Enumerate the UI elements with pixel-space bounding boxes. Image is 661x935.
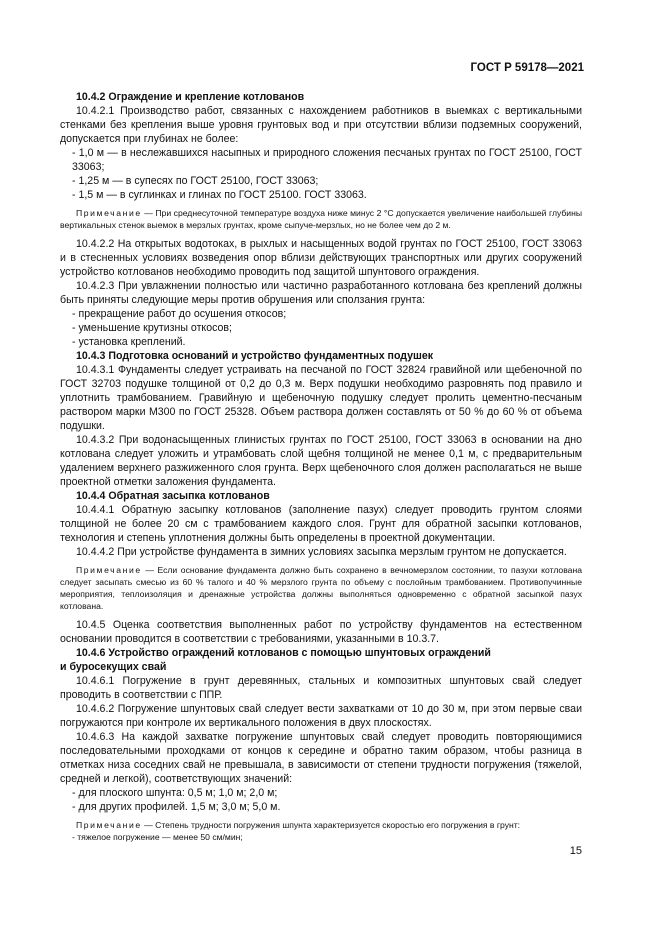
note-10-4-4 xyxy=(60,564,582,612)
heading-10-4-6-cont: и буросекущих свай xyxy=(60,661,167,673)
note-label: Примечание xyxy=(76,565,142,575)
note-text: — Степень трудности погружения шпунта характеризуется скоростью его погружения в грунт: xyxy=(141,820,521,830)
note-label: Примечание xyxy=(76,820,142,830)
list-item: - 1,0 м — в неслежавшихся насыпных и природного сложения песчаных грунтах по ГОСТ 25100, ГОСТ 33063; xyxy=(72,147,582,173)
note-text: — Если основание фундамента должно быть сохранено в вечномерзлом состоянии, то пазухи котлована следует засыпать смесью из 60 % талого и 40 % мерзлого грунта по объему с послойным трамбованием. Противопучинные мероприятия, теплоизоляция и дренажные устройства должны выполняться одновременно с обратной засыпкой пазух котлована. xyxy=(60,565,582,611)
list-item: - 1,5 м — в суглинках и глинах по ГОСТ 25100. ГОСТ 33063. xyxy=(72,189,367,201)
heading-10-4-4: 10.4.4 Обратная засыпка котлованов xyxy=(76,490,270,502)
list-item: - прекращение работ до осушения откосов; xyxy=(72,308,287,320)
page-number: 15 xyxy=(569,845,582,857)
list-item: - уменьшение крутизны откосов; xyxy=(72,322,232,334)
list-item: - для других профилей. 1,5 м; 3,0 м; 5,0 м. xyxy=(72,801,281,813)
paragraph-10-4-5: 10.4.5 Оценка соответствия выполненных работ по устройству фундаментов на естественном основании проводится в соответствии с требованиями, указанными в 10.3.7. xyxy=(60,619,582,645)
heading-10-4-3: 10.4.3 Подготовка оснований и устройство фундаментных подушек xyxy=(76,350,434,362)
paragraph-10-4-3-1: 10.4.3.1 Фундаменты следует устраивать на песчаной по ГОСТ 32824 гравийной или щебеночной по ГОСТ 32703 подушке толщиной от 0,2 до 0,3 м. Верх подушки необходимо разровнять под правило и уплотнить трамбованием. Гравийную и щебеночную подушку следует пролить цементно-песчаным раствором марки М300 по ГОСТ 25328. Объем раствора должен составлять от 50 % до 60 % от объема подушки. xyxy=(60,364,582,432)
page-content xyxy=(60,90,582,843)
paragraph-10-4-4-1: 10.4.4.1 Обратную засыпку котлованов (заполнение пазух) следует проводить грунтом слоями толщиной не более 20 см с трамбованием каждого слоя. Грунт для обратной засыпки котлованов, технология и степень уплотнения должны быть определены в проектной документации. xyxy=(60,504,582,544)
note-list-item: - тяжелое погружение — менее 50 см/мин; xyxy=(72,832,243,842)
paragraph-10-4-4-2: 10.4.4.2 При устройстве фундамента в зимних условиях засыпка мерзлым грунтом не допускается. xyxy=(76,546,567,558)
note-label: Примечание xyxy=(76,208,142,218)
heading-10-4-6: 10.4.6 Устройство ограждений котлованов с помощью шпунтовых ограждений xyxy=(76,647,491,659)
heading-10-4-2: 10.4.2 Ограждение и крепление котлованов xyxy=(76,91,305,103)
list-item: - установка креплений. xyxy=(72,336,186,348)
paragraph-10-4-6-2: 10.4.6.2 Погружение шпунтовых свай следует вести захватками от 10 до 30 м, при этом первые сваи погружаются при контроле их вертикального положения в двух плоскостях. xyxy=(60,703,582,729)
note-text: — При среднесуточной температуре воздуха ниже минус 2 °С допускается увеличение наибольшей глубины вертикальных стенок выемок в мерзлых грунтах, кроме сыпуче-мерзлых, но не более чем до 2 м. xyxy=(60,208,582,230)
list-item: - для плоского шпунта: 0,5 м; 1,0 м; 2,0 м; xyxy=(72,787,278,799)
paragraph-10-4-2-3: 10.4.2.3 При увлажнении полностью или частично разработанного котлована без креплений должны быть приняты следующие меры против обрушения или сползания грунта: xyxy=(60,280,582,306)
paragraph-10-4-6-1: 10.4.6.1 Погружение в грунт деревянных, стальных и композитных шпунтовых свай следует проводить в соответствии с ППР. xyxy=(60,675,582,701)
paragraph-10-4-6-3: 10.4.6.3 На каждой захватке погружение шпунтовых свай следует проводить повторяющимися последовательными проходками от концов к середине и обратно таким образом, чтобы разница в отметках низа соседних свай не превышала, в зависимости от степени трудности погружения (тяжелой, средней и легкой), соответствующих значений: xyxy=(60,731,582,785)
note-10-4-6 xyxy=(60,819,582,831)
paragraph-10-4-2-2: 10.4.2.2 На открытых водотоках, в рыхлых и насыщенных водой грунтах по ГОСТ 25100, ГОСТ 33063 и в стесненных условиях возведения опор вблизи действующих транспортных или других сооружений устройство котлованов необходимо проводить под защитой шпунтового ограждения. xyxy=(60,238,582,278)
paragraph-10-4-2-1: 10.4.2.1 Производство работ, связанных с нахождением работников в выемках с вертикальными стенками без крепления выше уровня грунтовых вод и при отсутствии вблизи подземных сооружений, допускается при глубинах не более: xyxy=(60,105,582,145)
document-id: ГОСТ Р 59178—2021 xyxy=(470,62,584,74)
paragraph-10-4-3-2: 10.4.3.2 При водонасыщенных глинистых грунтах по ГОСТ 25100, ГОСТ 33063 в основании на дно котлована следует уложить и утрамбовать слой щебня толщиной не менее 0,1 м, с предварительным удалением верхнего разжиженного слоя грунта. Верх щебеночного слоя должен располагаться не выше проектной отметки заложения фундамента. xyxy=(60,434,582,488)
note-10-4-2 xyxy=(60,207,582,231)
list-item: - 1,25 м — в супесях по ГОСТ 25100, ГОСТ 33063; xyxy=(72,175,319,187)
